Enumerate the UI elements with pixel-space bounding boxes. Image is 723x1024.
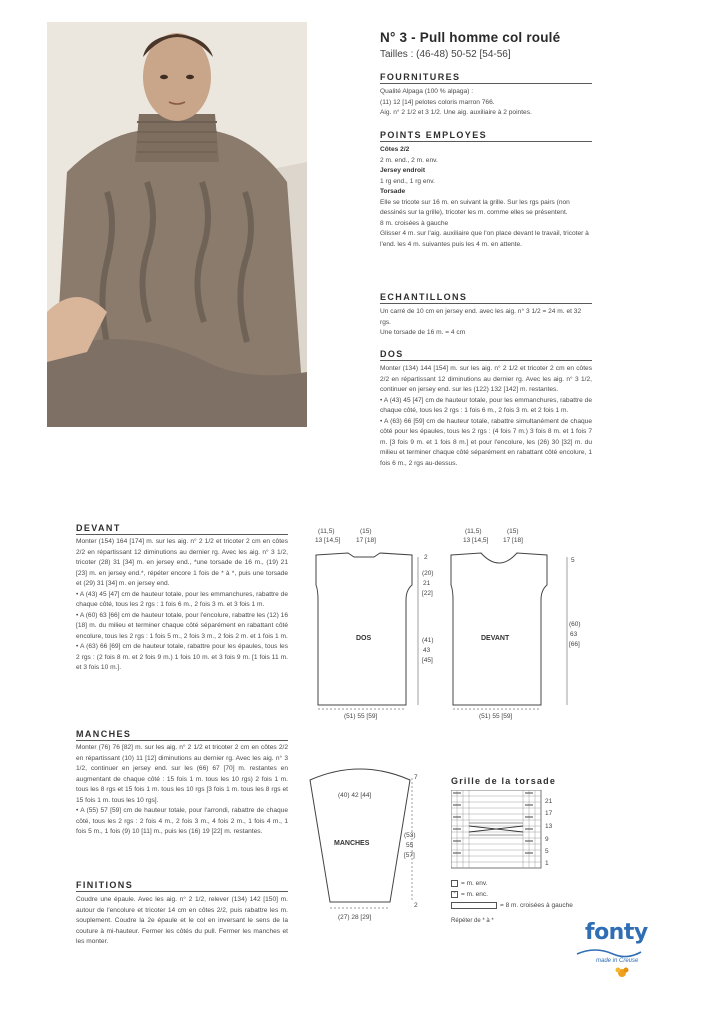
devant-paragraph: • A (60) 63 [66] cm de hauteur totale, pour l'encolure, rabattre les (12) 16 [18] m. du milieu et terminer chaque côté séparément en rabattant côté encolure, tous les 2 rgs : 1 fois 5 m., 2 fois 3 m., 2 fois 2 m. et 1 fois 1 m.	[76, 611, 288, 640]
chart-row-number: 17	[545, 810, 553, 817]
dos-body-a: (41)	[422, 637, 434, 644]
dos-armhole-b: 21	[423, 580, 431, 587]
stitch-name: Jersey endroit	[380, 167, 426, 174]
legend-purl	[451, 880, 487, 887]
fournitures-line: (11) 12 [14] pelotes coloris marron 766.	[380, 98, 495, 106]
manches-len-c: [57]	[404, 852, 415, 859]
stitch-name: Côtes 2/2	[380, 146, 410, 153]
dos-body-b: 43	[423, 647, 431, 654]
echantillons-heading: ECHANTILLONS	[380, 292, 592, 304]
devant-width: (51) 55 [59]	[479, 713, 513, 720]
manches-paragraph: Monter (76) 76 [82] m. sur les aig. n° 2 1/2 et tricoter 2 cm en côtes 2/2 en répartissant (10) 11 [12] diminutions au dernier rg. Avec les aig. n° 3 1/2, continuer en jersey end. sur les (66) 67 [70] m. restantes en augmentant de chaque côté : 15 fois 1 m. tous les 10 rgs) 2 fois 1 m. tous les 8 rgs et 15 fois 1 m. tous les 10 rgs [3 fois 1 m. tous les 8 rgs et 15 fois 1 m. tous les 10 rgs].	[76, 744, 288, 804]
fournitures-text	[380, 87, 592, 119]
legend-cable	[451, 902, 573, 909]
dos-label: DOS	[356, 635, 372, 642]
fournitures-heading: FOURNITURES	[380, 72, 592, 84]
chart-row-number: 13	[545, 823, 553, 830]
brand-logo: fonty	[585, 920, 648, 945]
dos-width: (51) 55 [59]	[344, 713, 378, 720]
chart-row-number: 9	[545, 836, 549, 843]
dos-paragraph: • A (63) 66 [59] cm de hauteur totale, rabattre simultanément de chaque côté pour les épaules, tous les 2 rgs : (4 fois 7 m.) 3 fois 8 m. et 1 fois 7 m. [3 fois 9 m. et 1 fois 8 m.] et pour l'encolure, les (26) 30 [32] m. du milieu et terminer chaque côté séparément en rabattant côté encolure, 1 fois 6 m., 2 rgs au-dessus.	[380, 417, 592, 467]
legend-knit	[451, 891, 488, 898]
manches-text	[76, 743, 288, 838]
devant-height-c: [66]	[569, 641, 580, 648]
model-photo	[47, 22, 307, 427]
dash-box-icon: -	[451, 891, 458, 898]
dos-top-right2: 17 [18]	[356, 537, 376, 544]
legend-text: = m. env.	[461, 880, 488, 888]
devant-paragraph: • A (63) 66 [69] cm de hauteur totale, rabattre pour les épaules, tous les 2 rgs : (2 fois 8 m. et 2 fois 9 m.) 1 fois 10 m. et 3 fois 9 m. [1 fois 11 m. et 3 fois 10 m.].	[76, 643, 288, 671]
dos-paragraph: Monter (134) 144 [154] m. sur les aig. n° 2 1/2 et tricoter 2 cm en côtes 2/2 en répartissant 12 diminutions au dernier rg. Avec les aig. n° 3 1/2, continuer en jersey end. sur les (122) 132 [142] m. restantes.	[380, 365, 592, 393]
devant-schematic	[445, 525, 585, 725]
cable-chart-title: Grille de la torsade	[451, 776, 557, 786]
devant-top-right2: 17 [18]	[503, 537, 523, 544]
manches-bottom-width: (27) 28 [29]	[338, 914, 372, 921]
wave-icon	[575, 922, 645, 962]
size-range: Tailles : (46-48) 50-52 [54-56]	[380, 49, 511, 60]
devant-label: DEVANT	[481, 635, 510, 642]
stitch-line: 8 m. croisées à gauche	[380, 219, 449, 227]
devant-top-left: (11,5)	[465, 528, 482, 535]
manches-label: MANCHES	[334, 840, 370, 847]
legend-text: = 8 m. croisées à gauche	[500, 902, 573, 910]
stitch-line: 2 m. end., 2 m. env.	[380, 156, 438, 164]
finitions-heading: FINITIONS	[76, 880, 288, 892]
devant-height-a: (60)	[569, 621, 581, 628]
empty-box-icon	[451, 880, 458, 887]
stitch-line: Elle se tricote sur 16 m. en suivant la grille. Sur les rgs pairs (non dessinés sur la grille), tricoter les m. comme elles se présentent.	[380, 198, 570, 216]
gauge-line: Un carré de 10 cm en jersey end. avec les aig. n° 3 1/2 = 24 m. et 32 rgs.	[380, 308, 582, 326]
cable-box-icon	[451, 902, 497, 909]
dos-body-c: [45]	[422, 657, 433, 664]
points-heading: POINTS EMPLOYES	[380, 130, 592, 142]
devant-text	[76, 537, 288, 674]
dos-top-left2: 13 [14,5]	[315, 537, 341, 544]
repeat-note: Répéter de * à *	[451, 918, 494, 924]
manches-cuff: 2	[414, 902, 418, 909]
stitch-line: 1 rg end., 1 rg env.	[380, 177, 435, 185]
cable-chart	[451, 790, 561, 870]
finitions-text	[76, 895, 288, 948]
devant-heading: DEVANT	[76, 523, 288, 535]
points-text	[380, 145, 592, 250]
devant-height-b: 63	[570, 631, 578, 638]
dos-armhole-a: (20)	[422, 570, 434, 577]
dos-armhole-c: [22]	[422, 590, 433, 597]
fournitures-line: Aig. n° 2 1/2 et 3 1/2. Une aig. auxiliaire à 2 pointes.	[380, 109, 532, 116]
dos-top-left: (11,5)	[318, 528, 335, 535]
chart-row-number: 5	[545, 848, 549, 855]
manches-heading: MANCHES	[76, 729, 288, 741]
chart-row-number: 1	[545, 860, 549, 867]
manches-top-width: (40) 42 [44]	[338, 792, 372, 799]
dos-schematic	[310, 525, 440, 725]
devant-top-right: (15)	[507, 528, 519, 535]
chart-row-number: 21	[545, 798, 553, 805]
legend-text: = m. enc.	[461, 891, 488, 899]
devant-outline	[445, 525, 585, 725]
sweater-illustration	[47, 22, 307, 427]
devant-paragraph: • A (43) 45 [47] cm de hauteur totale, pour les emmanchures, rabattre de chaque côté, tous les 2 rgs : 1 fois 6 m., 2 fois 3 m. et 3 fois 1 m.	[76, 590, 288, 608]
fournitures-line: Qualité Alpaga (100 % alpaga) :	[380, 88, 474, 95]
dos-heading: DOS	[380, 349, 592, 361]
echantillons-text	[380, 307, 592, 339]
gauge-line: Une torsade de 16 m. = 4 cm	[380, 329, 466, 336]
finitions-paragraph: Coudre une épaule. Avec les aig. n° 2 1/2, relever (134) 142 [150] m. autour de l'encolure et tricoter 14 cm en côtes 2/2, puis rabattre les m. souplement. Coudre la 2e épaule et le col en inversant le sens de la couture à mi-hauteur. Fermer les côtés du pull. Fermer les manches et les monter.	[76, 896, 288, 945]
manches-len-a: (53)	[404, 832, 416, 839]
dos-neck-depth: 2	[424, 554, 428, 561]
manches-paragraph: • A (55) 57 [59] cm de hauteur totale, pour l'arrondi, rabattre de chaque côté, tous les 2 rgs : 2 fois 4 m., 2 fois 3 m., 4 fois 2 m., 1 fois 4 m., 1 fois 5 m., 1 fois (9) 10 [11] m., puis les (16) 19 [22] m. restantes.	[76, 807, 288, 835]
devant-top-left2: 13 [14,5]	[463, 537, 489, 544]
stitch-line: Glisser 4 m. sur l'aig. auxiliaire que l'on place devant le travail, tricoter à l'end. les 4 m. suivantes puis les 4 m. en attente.	[380, 230, 589, 248]
devant-neck-depth: 5	[571, 557, 575, 564]
manches-schematic	[300, 770, 440, 930]
manches-len-b: 55	[406, 842, 414, 849]
dos-text	[380, 364, 592, 469]
manches-cap: 7	[414, 774, 418, 781]
brand-tagline: made in Creuse	[596, 958, 639, 964]
pattern-title: N° 3 - Pull homme col roulé	[380, 30, 561, 45]
stitch-name: Torsade	[380, 188, 406, 195]
dos-paragraph: • A (43) 45 [47] cm de hauteur totale, pour les emmanchures, rabattre de chaque côté, tous les 2 rgs : 1 fois 6 m., 2 fois 3 m. et 2 fois 1 m.	[380, 396, 592, 414]
devant-paragraph: Monter (154) 164 [174] m. sur les aig. n° 2 1/2 et tricoter 2 cm en côtes 2/2 en répartissant 12 diminutions au dernier rg. Avec les aig. n° 3 1/2, tricoter (28) 31 [34] m. en jersey end., *une torsade de 16 m., (19) 21 [23] m. en jersey end.*, répéter encore 1 fois de * à *, puis une torsade et (29) 31 [34] m. en jersey end.	[76, 538, 288, 587]
dos-outline	[310, 525, 440, 725]
flower-icon	[614, 966, 630, 980]
dos-top-right: (15)	[360, 528, 372, 535]
